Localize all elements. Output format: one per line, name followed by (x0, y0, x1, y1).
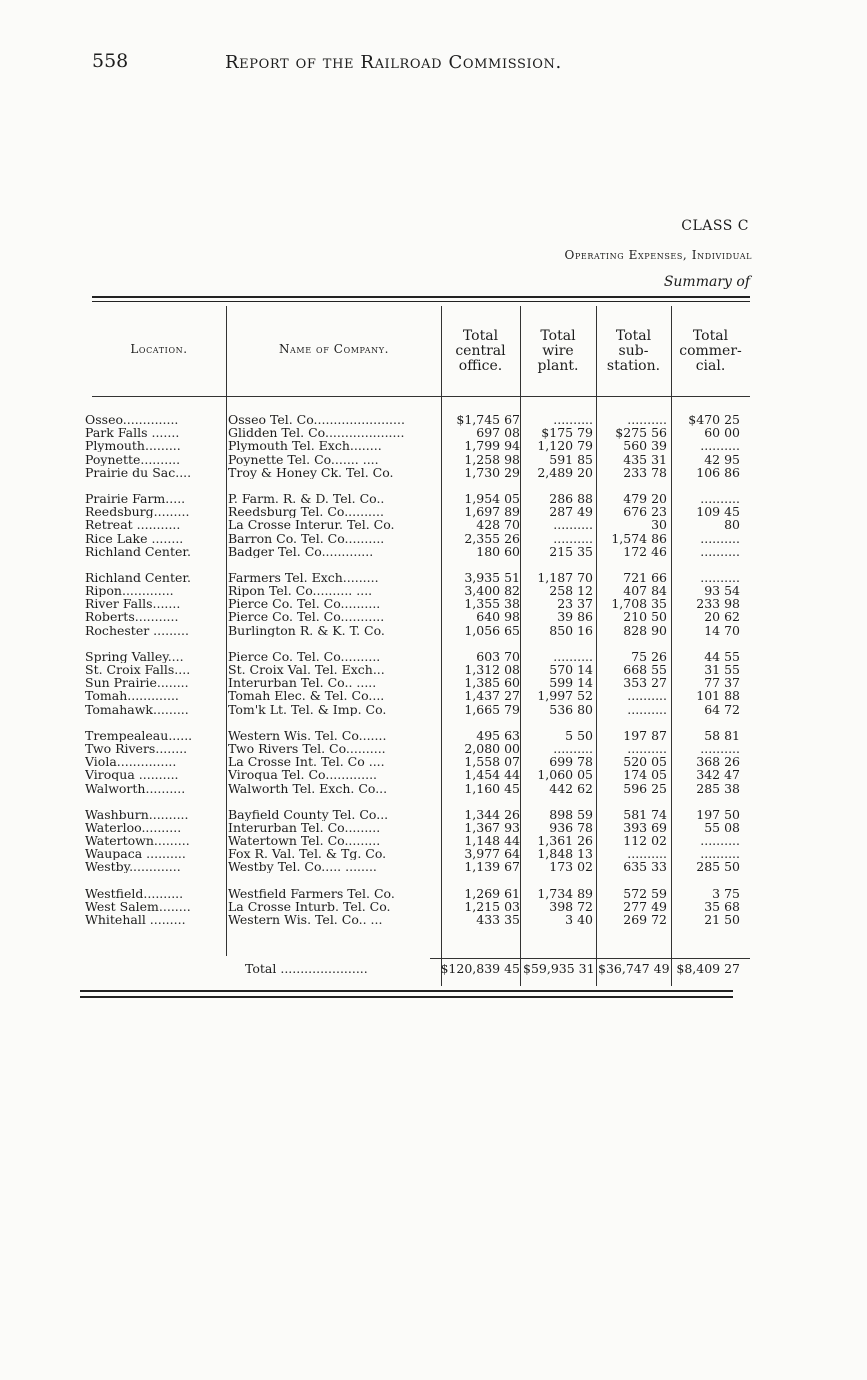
total-substation: $36,747 49 (598, 961, 670, 976)
company-cell: Ripon Tel. Co.......... .... (228, 584, 373, 598)
central-office-cell: 1,665 79 (464, 701, 520, 717)
table-row (0, 768, 867, 781)
wire-plant-cell: 287 49 (549, 504, 593, 520)
wire-plant-cell: 536 80 (549, 701, 593, 717)
substation-cell: 407 84 (623, 583, 667, 599)
substation-cell: 30 (651, 517, 667, 533)
company-cell: Farmers Tel. Exch......... (228, 570, 379, 584)
company-cell: Interurban Tel. Co......... (228, 820, 381, 834)
location-cell: Viroqua .......... (85, 768, 179, 782)
table-subtitle: Operating Expenses, Individual (564, 248, 752, 262)
column-header-company: Name of Company. (278, 342, 390, 356)
total-central-office: $120,839 45 (440, 961, 520, 976)
central-office-cell: 433 35 (476, 912, 520, 927)
location-cell: Park Falls ....... (85, 426, 180, 440)
location-cell: Reedsburg......... (85, 505, 190, 519)
central-office-cell: 1,148 44 (464, 833, 520, 849)
commercial-cell: 35 68 (704, 898, 740, 914)
running-head: Report of the Railroad Commission. (225, 52, 562, 73)
central-office-cell: 1,454 44 (464, 767, 520, 783)
substation-cell: 277 49 (623, 898, 667, 914)
wire-plant-cell: 936 78 (549, 819, 593, 835)
commercial-cell: 64 72 (704, 701, 740, 717)
substation-cell: 1,708 35 (611, 596, 667, 612)
company-cell: P. Farm. R. & D. Tel. Co.. (228, 491, 385, 505)
company-cell: Interurban Tel. Co.. ..... (228, 676, 377, 690)
location-cell: Osseo.............. (85, 413, 179, 426)
central-office-cell: 1,056 65 (464, 622, 520, 638)
substation-cell: .......... (627, 701, 667, 717)
substation-cell: 572 59 (623, 885, 667, 901)
location-cell: Rice Lake ........ (85, 531, 184, 545)
company-cell: La Crosse Interur. Tel. Co. (228, 518, 395, 532)
header-bottom-rule (92, 396, 750, 397)
wire-plant-cell: 173 02 (549, 859, 593, 875)
row-group (0, 887, 867, 927)
wire-plant-cell: 570 14 (549, 662, 593, 677)
wire-plant-cell: 591 85 (549, 451, 593, 467)
commercial-cell: .......... (700, 490, 740, 506)
location-cell: Richland Center. (85, 544, 191, 558)
location-cell: Plymouth......... (85, 439, 181, 453)
substation-cell: 581 74 (623, 806, 667, 822)
substation-cell: 353 27 (623, 675, 667, 691)
wire-plant-cell: .......... (553, 412, 593, 427)
location-cell: Viola............... (85, 755, 177, 769)
company-cell: Westby Tel. Co..... ........ (228, 860, 377, 874)
substation-cell: 112 02 (623, 833, 667, 849)
substation-cell: 210 50 (623, 609, 667, 625)
location-cell: Roberts........... (85, 610, 179, 624)
commercial-cell: 106 86 (696, 464, 740, 480)
row-group (0, 650, 867, 716)
commercial-cell: 60 00 (704, 425, 740, 441)
substation-cell: 174 05 (623, 767, 667, 783)
company-cell: La Crosse Inturb. Tel. Co. (228, 899, 391, 913)
substation-cell: 676 23 (623, 504, 667, 520)
substation-cell: 668 55 (623, 662, 667, 677)
wire-plant-cell: .......... (553, 740, 593, 756)
commercial-cell: 31 55 (704, 662, 740, 677)
table-row (0, 729, 867, 742)
company-cell: La Crosse Int. Tel. Co .... (228, 755, 385, 769)
company-cell: Western Wis. Tel. Co.. ... (228, 913, 383, 926)
central-office-cell: 697 08 (476, 425, 520, 441)
substation-cell: 596 25 (623, 780, 667, 796)
central-office-cell: 1,558 07 (464, 754, 520, 770)
commercial-cell: 21 50 (704, 912, 740, 927)
location-cell: Rochester ......... (85, 623, 189, 637)
central-office-cell: 3,400 82 (464, 583, 520, 599)
commercial-cell: .......... (700, 438, 740, 454)
commercial-cell: .......... (700, 569, 740, 585)
column-header-central-office: Total central office. (455, 328, 506, 374)
commercial-cell: 233 98 (696, 596, 740, 612)
wire-plant-cell: 1,120 79 (537, 438, 593, 454)
wire-plant-cell: $175 79 (541, 425, 593, 441)
location-cell: Richland Center. (85, 570, 191, 584)
company-cell: Pierce Co. Tel. Co........... (228, 610, 385, 624)
row-group (0, 492, 867, 558)
commercial-cell: 93 54 (704, 583, 740, 599)
table-row (0, 439, 867, 452)
wire-plant-cell: 398 72 (549, 898, 593, 914)
location-cell: Walworth.......... (85, 781, 186, 795)
central-office-cell: 1,312 08 (464, 662, 520, 677)
company-cell: Tomah Elec. & Tel. Co.... (228, 689, 385, 703)
substation-cell: $275 56 (615, 425, 667, 441)
table-row (0, 860, 867, 873)
company-cell: Bayfield County Tel. Co... (228, 807, 389, 821)
table-body (0, 413, 867, 939)
commercial-cell: 368 26 (696, 754, 740, 770)
company-cell: Poynette Tel. Co....... .... (228, 452, 379, 466)
wire-plant-cell: .......... (553, 517, 593, 533)
location-cell: Prairie Farm..... (85, 491, 186, 505)
row-group (0, 808, 867, 874)
location-cell: West Salem........ (85, 899, 191, 913)
company-cell: Walworth Tel. Exch. Co... (228, 781, 388, 795)
central-office-cell: 1,437 27 (464, 688, 520, 704)
central-office-cell: $1,745 67 (456, 412, 520, 427)
wire-plant-cell: 1,848 13 (537, 846, 593, 862)
central-office-cell: 1,160 45 (464, 780, 520, 796)
company-cell: Two Rivers Tel. Co.......... (228, 741, 386, 755)
location-cell: Two Rivers........ (85, 741, 188, 755)
commercial-cell: 3 75 (712, 885, 740, 901)
total-row (0, 961, 867, 977)
commercial-cell: 20 62 (704, 609, 740, 625)
table-row (0, 466, 867, 479)
location-cell: Whitehall ......... (85, 913, 186, 926)
column-header-commercial: Total commer- cial. (679, 328, 742, 374)
wire-plant-cell: 1,361 26 (537, 833, 593, 849)
company-cell: Viroqua Tel. Co............. (228, 768, 378, 782)
commercial-cell: 55 08 (704, 819, 740, 835)
commercial-cell: 77 37 (704, 675, 740, 691)
table-row (0, 518, 867, 531)
substation-cell: 479 20 (623, 490, 667, 506)
commercial-cell: 44 55 (704, 648, 740, 664)
location-cell: Poynette.......... (85, 452, 181, 466)
total-rule (430, 958, 750, 959)
wire-plant-cell: 23 37 (557, 596, 593, 612)
central-office-cell: 1,954 05 (464, 490, 520, 506)
location-cell: Prairie du Sac.... (85, 465, 192, 479)
central-office-cell: 1,344 26 (464, 806, 520, 822)
summary-caption: Summary of (663, 274, 750, 290)
company-cell: Glidden Tel. Co.................... (228, 426, 405, 440)
table-row (0, 887, 867, 900)
wire-plant-cell: 1,997 52 (537, 688, 593, 704)
central-office-cell: 2,080 00 (464, 740, 520, 756)
commercial-cell: 197 50 (696, 806, 740, 822)
substation-cell: 233 78 (623, 464, 667, 480)
commercial-cell: .......... (700, 833, 740, 849)
substation-cell: 269 72 (623, 912, 667, 927)
commercial-cell: 101 88 (696, 688, 740, 704)
location-cell: Watertown......... (85, 834, 190, 848)
row-group (0, 729, 867, 795)
wire-plant-cell: 442 62 (549, 780, 593, 796)
substation-cell: 1,574 86 (611, 530, 667, 546)
table-row (0, 689, 867, 702)
central-office-cell: 603 70 (476, 648, 520, 664)
table-row (0, 703, 867, 716)
company-cell: Watertown Tel. Co......... (228, 834, 381, 848)
commercial-cell: 342 47 (696, 767, 740, 783)
wire-plant-cell: .......... (553, 530, 593, 546)
company-cell: Troy & Honey Ck. Tel. Co. (228, 465, 394, 479)
company-cell: Burlington R. & K. T. Co. (228, 623, 385, 637)
wire-plant-cell: 898 59 (549, 806, 593, 822)
commercial-cell: 109 45 (696, 504, 740, 520)
commercial-cell: 42 95 (704, 451, 740, 467)
table-bottom-rule (80, 990, 733, 992)
location-cell: Westby............. (85, 860, 181, 874)
table-row (0, 808, 867, 821)
central-office-cell: 3,977 64 (464, 846, 520, 862)
company-cell: Pierce Co. Tel. Co.......... (228, 649, 381, 663)
table-bottom-rule-inner (80, 996, 733, 998)
location-cell: Waupaca .......... (85, 847, 186, 861)
substation-cell: .......... (627, 740, 667, 756)
commercial-cell: 14 70 (704, 622, 740, 638)
page-number: 558 (92, 50, 129, 72)
wire-plant-cell: 3 40 (565, 912, 593, 927)
table-row (0, 610, 867, 623)
central-office-cell: 1,355 38 (464, 596, 520, 612)
total-wire-plant: $59,935 31 (523, 961, 595, 976)
table-row (0, 532, 867, 545)
location-cell: Retreat ........... (85, 518, 181, 532)
substation-cell: 75 26 (631, 648, 667, 664)
wire-plant-cell: 699 78 (549, 754, 593, 770)
commercial-cell: 285 38 (696, 780, 740, 796)
commercial-cell: 58 81 (704, 727, 740, 743)
commercial-cell: 285 50 (696, 859, 740, 875)
company-cell: St. Croix Val. Tel. Exch... (228, 663, 385, 676)
substation-cell: .......... (627, 412, 667, 427)
column-header-location: Location. (130, 342, 188, 356)
table-row (0, 913, 867, 926)
location-cell: Tomahawk......... (85, 702, 189, 716)
table-top-rule (92, 296, 750, 298)
wire-plant-cell: 215 35 (549, 543, 593, 559)
table-top-rule-inner (92, 301, 750, 302)
wire-plant-cell: 2,489 20 (537, 464, 593, 480)
commercial-cell: .......... (700, 846, 740, 862)
substation-cell: 393 69 (623, 819, 667, 835)
company-cell: Plymouth Tel. Exch........ (228, 439, 382, 453)
commercial-cell: 80 (724, 517, 740, 533)
commercial-cell: .......... (700, 543, 740, 559)
substation-cell: 721 66 (623, 569, 667, 585)
substation-cell: 635 33 (623, 859, 667, 875)
substation-cell: .......... (627, 846, 667, 862)
substation-cell: 560 39 (623, 438, 667, 454)
wire-plant-cell: 850 16 (549, 622, 593, 638)
row-group (0, 413, 867, 479)
wire-plant-cell: 1,187 70 (537, 569, 593, 585)
location-cell: Spring Valley.... (85, 649, 184, 663)
central-office-cell: 1,215 03 (464, 898, 520, 914)
location-cell: Westfield.......... (85, 886, 184, 900)
central-office-cell: 1,367 93 (464, 819, 520, 835)
company-cell: Pierce Co. Tel. Co.......... (228, 597, 381, 611)
substation-cell: .......... (627, 688, 667, 704)
table-row (0, 545, 867, 558)
company-cell: Reedsburg Tel. Co.......... (228, 505, 384, 519)
central-office-cell: 3,935 51 (464, 569, 520, 585)
column-header-substation: Total sub- station. (606, 328, 661, 374)
central-office-cell: 1,697 89 (464, 504, 520, 520)
substation-cell: 828 90 (623, 622, 667, 638)
company-cell: Osseo Tel. Co....................... (228, 413, 405, 426)
wire-plant-cell: 258 12 (549, 583, 593, 599)
central-office-cell: 180 60 (476, 543, 520, 559)
central-office-cell: 1,730 29 (464, 464, 520, 480)
company-cell: Barron Co. Tel. Co.......... (228, 531, 385, 545)
wire-plant-cell: 286 88 (549, 490, 593, 506)
company-cell: Fox R. Val. Tel. & Tg. Co. (228, 847, 387, 861)
central-office-cell: 2,355 26 (464, 530, 520, 546)
company-cell: Western Wis. Tel. Co....... (228, 728, 387, 742)
substation-cell: 435 31 (623, 451, 667, 467)
location-cell: Sun Prairie........ (85, 676, 189, 690)
company-cell: Tom'k Lt. Tel. & Imp. Co. (228, 702, 387, 716)
location-cell: Trempealeau...... (85, 728, 193, 742)
commercial-cell: .......... (700, 530, 740, 546)
table-row (0, 624, 867, 637)
row-group (0, 571, 867, 637)
substation-cell: 520 05 (623, 754, 667, 770)
wire-plant-cell: 39 86 (557, 609, 593, 625)
wire-plant-cell: 599 14 (549, 675, 593, 691)
wire-plant-cell: 5 50 (565, 727, 593, 743)
central-office-cell: 1,139 67 (464, 859, 520, 875)
company-cell: Westfield Farmers Tel. Co. (228, 886, 395, 900)
total-label: Total ...................... (245, 961, 368, 976)
location-cell: Tomah............. (85, 689, 179, 703)
location-cell: Washburn.......... (85, 807, 189, 821)
location-cell: Waterloo.......... (85, 820, 182, 834)
location-cell: River Falls....... (85, 597, 181, 611)
substation-cell: 172 46 (623, 543, 667, 559)
company-cell: Badger Tel. Co............. (228, 544, 374, 558)
commercial-cell: .......... (700, 740, 740, 756)
wire-plant-cell: 1,060 05 (537, 767, 593, 783)
table-row (0, 453, 867, 466)
wire-plant-cell: 1,734 89 (537, 885, 593, 901)
central-office-cell: 495 63 (476, 727, 520, 743)
central-office-cell: 1,799 94 (464, 438, 520, 454)
wire-plant-cell: .......... (553, 648, 593, 664)
table-row (0, 782, 867, 795)
substation-cell: 197 87 (623, 727, 667, 743)
class-label: CLASS C (681, 218, 749, 234)
central-office-cell: 428 70 (476, 517, 520, 533)
location-cell: Ripon............. (85, 584, 174, 598)
location-cell: St. Croix Falls.... (85, 663, 191, 676)
central-office-cell: 1,385 60 (464, 675, 520, 691)
central-office-cell: 1,269 61 (464, 885, 520, 901)
column-header-wire-plant: Total wire plant. (537, 328, 579, 374)
commercial-cell: $470 25 (688, 412, 740, 427)
total-commercial: $8,409 27 (676, 961, 740, 976)
central-office-cell: 640 98 (476, 609, 520, 625)
central-office-cell: 1,258 98 (464, 451, 520, 467)
